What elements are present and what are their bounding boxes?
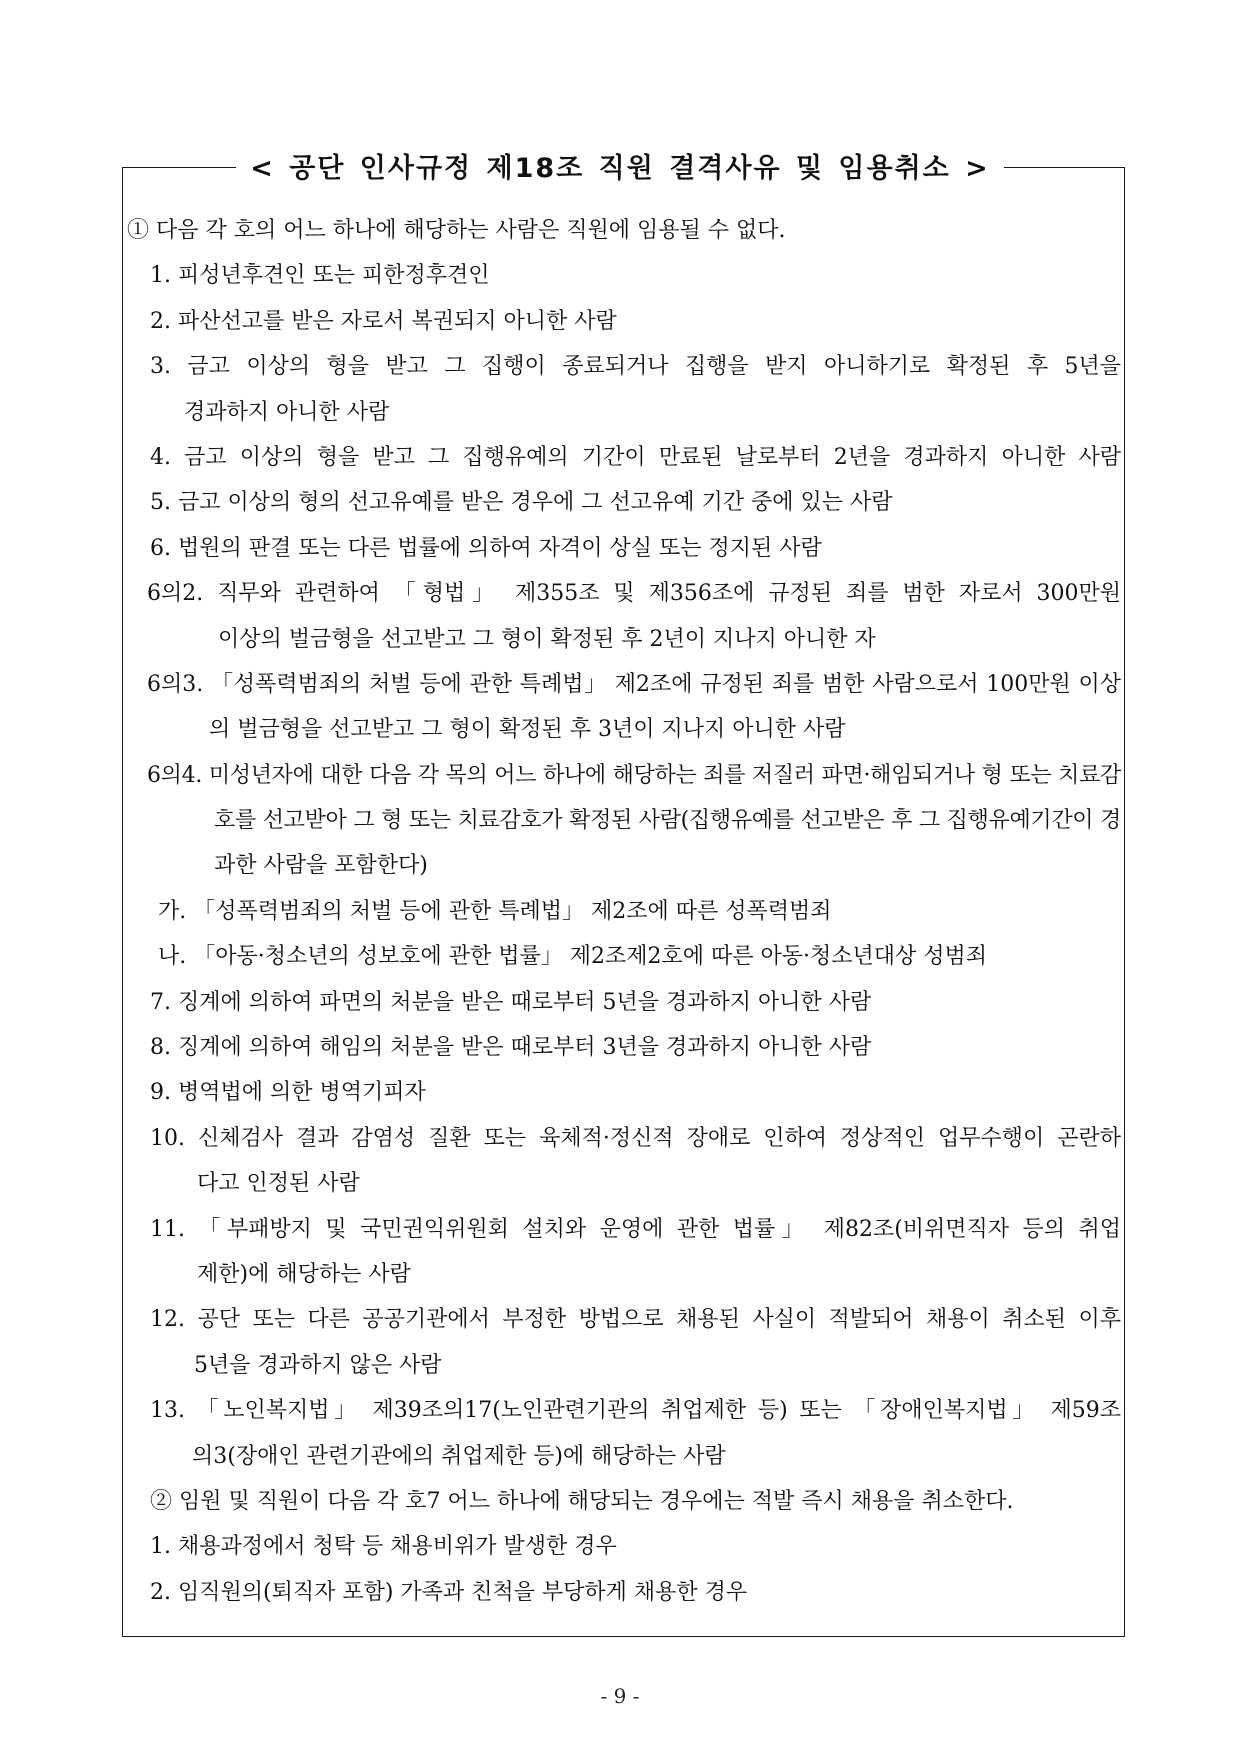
sub-item: 나. 「아동·청소년의 성보호에 관한 법률」 제2조제2호에 따른 아동·청소년대상 성범죄: [158, 944, 987, 970]
list-item: [123, 1388, 1121, 1479]
title-bar: [0, 152, 1240, 186]
list-item-line: 1. 채용과정에서 청탁 등 채용비위가 발생한 경우: [150, 1534, 617, 1560]
list-item: [123, 435, 1121, 480]
list-item-line: 6의4. 미성년자에 대한 다음 각 목의 어느 하나에 해당하는 죄를 저질러 파면·해임되거나 형 또는 치료감: [147, 762, 1121, 788]
list-item-line: 12. 공단 또는 다른 공공기관에서 부정한 방법으로 채용된 사실이 적발되어 채용이 취소된 이후: [150, 1307, 1121, 1333]
list-item: [123, 1207, 1121, 1298]
list-item-line: 8. 징계에 의하여 해임의 처분을 받은 때로부터 3년을 경과하지 아니한 사람: [150, 1035, 872, 1061]
list-item-line: 4. 금고 이상의 형을 받고 그 집행유예의 기간이 만료된 날로부터 2년을 경과하지 아니한 사람: [150, 444, 1121, 470]
list-item: [123, 1297, 1121, 1388]
list-item: [123, 480, 1121, 525]
list-item-continuation: 의 벌금형을 선고받고 그 형이 확정된 후 3년이 지나지 아니한 사람: [209, 717, 846, 743]
regulation-title: < 공단 인사규정 제18조 직원 결격사유 및 임용취소 >: [236, 152, 1004, 186]
list-item-continuation: 의3(장애인 관련기관에의 취업제한 등)에 해당하는 사람: [192, 1443, 726, 1469]
list-item-line: 2. 임직원의(퇴직자 포함) 가족과 친척을 부당하게 채용한 경우: [150, 1579, 748, 1605]
list-item: [123, 253, 1121, 298]
list-item-line: 1. 피성년후견인 또는 피한정후견인: [150, 263, 490, 289]
list-item-continuation: 제한)에 해당하는 사람: [197, 1261, 411, 1287]
list-item-line: 6의3. 「성폭력범죄의 처벌 등에 관한 특례법」 제2조에 규정된 죄를 범한 사람으로서 100만원 이상: [147, 671, 1121, 697]
list-item: [123, 980, 1121, 1025]
list-item: [123, 1570, 1121, 1615]
list-item-line: 7. 징계에 의하여 파면의 처분을 받은 때로부터 5년을 경과하지 아니한 사람: [150, 989, 872, 1015]
list-item-line: 9. 병역법에 의한 병역기피자: [150, 1080, 426, 1106]
list-item: [123, 344, 1121, 435]
list-item-line: 6의2. 직무와 관련하여 「형법」 제355조 및 제356조에 규정된 죄를 범한 자로서 300만원: [147, 581, 1121, 607]
regulation-box: [122, 167, 1125, 1637]
clause-2-heading: ② 임원 및 직원이 다음 각 호7 어느 하나에 해당되는 경우에는 적발 즉시 채용을 취소한다.: [150, 1488, 1014, 1514]
list-item: [123, 1524, 1121, 1569]
list-item-line: 5. 금고 이상의 형의 선고유예를 받은 경우에 그 선고유예 기간 중에 있는 사람: [150, 490, 893, 516]
list-item: [123, 1070, 1121, 1115]
sub-item: 가. 「성폭력범죄의 처벌 등에 관한 특례법」 제2조에 따른 성폭력범죄: [158, 898, 832, 924]
list-item: [123, 299, 1121, 344]
list-item-line: 3. 금고 이상의 형을 받고 그 집행이 종료되거나 집행을 받지 아니하기로 확정된 후 5년을: [150, 354, 1121, 380]
list-item: [123, 753, 1121, 980]
regulation-content: [123, 168, 1124, 1615]
list-item: [123, 662, 1121, 753]
list-item-continuation: 이상의 벌금형을 선고받고 그 형이 확정된 후 2년이 지나지 아니한 자: [218, 626, 876, 652]
list-item-line: 13. 「노인복지법」 제39조의17(노인관련기관의 취업제한 등) 또는 「장애인복지법」 제59조: [150, 1398, 1121, 1424]
list-item: [123, 571, 1121, 662]
list-item-continuation: 다고 인정된 사람: [197, 1171, 360, 1197]
list-item-continuation: 5년을 경과하지 않은 사람: [194, 1352, 442, 1378]
list-item-line: 2. 파산선고를 받은 자로서 복권되지 아니한 사람: [150, 308, 617, 334]
list-item-line: 11. 「부패방지 및 국민권익위원회 설치와 운영에 관한 법률」 제82조(비위면직자 등의 취업: [150, 1216, 1121, 1242]
page-number: - 9 -: [600, 1684, 640, 1708]
list-item-continuation: 호를 선고받아 그 형 또는 치료감호가 확정된 사람(집행유예를 선고받은 후 그 집행유예기간이 경: [214, 808, 1121, 834]
list-item: [123, 1116, 1121, 1207]
list-item: [123, 1025, 1121, 1070]
list-item-line: 6. 법원의 판결 또는 다른 법률에 의하여 자격이 상실 또는 정지된 사람: [150, 535, 822, 561]
clause-1-heading: ① 다음 각 호의 어느 하나에 해당하는 사람은 직원에 임용될 수 없다.: [127, 218, 786, 243]
list-item-continuation: 과한 사람을 포함한다): [214, 853, 428, 879]
list-item: [123, 526, 1121, 571]
list-item-continuation: 경과하지 아니한 사람: [184, 399, 390, 425]
list-item-line: 10. 신체검사 결과 감염성 질환 또는 육체적·정신적 장애로 인하여 정상적인 업무수행이 곤란하: [150, 1125, 1121, 1151]
